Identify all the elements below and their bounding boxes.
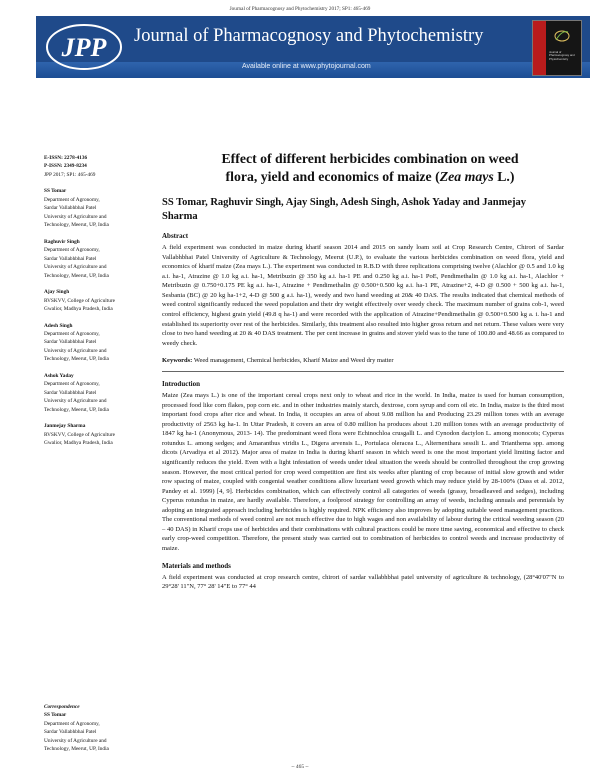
title-line-1: Effect of different herbicides combination on weed (221, 151, 519, 166)
journal-banner (36, 16, 590, 78)
affiliation-block (44, 288, 156, 313)
affiliation-block (44, 422, 156, 447)
affiliation-author-name: Adesh Singh (44, 322, 73, 329)
affiliation-line: Technology, Meerut, UP, India (44, 272, 109, 279)
keywords-text: Weed management, Chemical herbicides, Kharif Maize and Weed dry matter (192, 357, 394, 365)
cover-title: Journal of Pharmacognosy and Phytochemistry (549, 50, 575, 61)
cover-leaf-icon (553, 29, 571, 43)
correspondence-name: SS Tomar (44, 712, 67, 719)
title-line-2 (176, 168, 564, 186)
affiliation-line: University of Agriculture and (44, 264, 107, 271)
cover-stripe (533, 21, 546, 75)
affiliation-block (44, 238, 156, 280)
svg-text:JPP: JPP (61, 33, 107, 62)
affiliation-line: Sardar Vallabhbhai Patel (44, 389, 97, 396)
page-number: ~ 465 ~ (291, 764, 309, 770)
affiliation-author-name: Ajay Singh (44, 289, 70, 296)
issn-block (44, 154, 156, 179)
affiliation-line: Department of Agronomy, (44, 247, 100, 254)
article-main (162, 150, 564, 592)
pissn: P-ISSN: 2349-8234 (44, 163, 87, 170)
jpp-issue: JPP 2017; SP1: 465-469 (44, 171, 96, 178)
abstract-heading: Abstract (162, 232, 189, 241)
sidebar (44, 84, 156, 456)
title-line-2-text: flora, yield and economics of maize ( (225, 168, 440, 184)
affiliation-line: Technology, Meerut, UP, India (44, 406, 109, 413)
journal-cover-thumbnail (532, 20, 582, 76)
running-head: Journal of Pharmacognosy and Phytochemistry 2017; SP1: 465-469 (229, 6, 371, 12)
correspondence-label: Correspondence (44, 704, 80, 710)
affiliation-line: Sardar Vallabhbhai Patel (44, 339, 97, 346)
correspondence-line: University of Agriculture and (44, 737, 107, 744)
correspondence-line: Technology, Meerut, UP, India (44, 746, 109, 753)
affiliation-author-name: Janmejay Sharma (44, 423, 86, 430)
affiliation-block (44, 322, 156, 364)
jpp-logo-icon (44, 21, 124, 73)
divider (162, 371, 564, 372)
affiliation-line: Department of Agronomy, (44, 196, 100, 203)
available-online: Available online at www.phytojournal.com (242, 63, 371, 70)
title-end: L.) (493, 168, 515, 184)
eissn: E-ISSN: 2278-4136 (44, 155, 88, 161)
affiliation-author-name: Raghuvir Singh (44, 238, 80, 245)
affiliation-list (44, 187, 156, 447)
authors: SS Tomar, Raghuvir Singh, Ajay Singh, Adesh Singh, Ashok Yaday and Janmejay Sharma (162, 196, 527, 223)
introduction-text: Maize (Zea mays L.) is one of the important cereal crops next only to wheat and rice in the world. In India, maize is used for human consumption, processed food like corn flakes, pop corn etc. and in other industries mainly starch, dextrose, corn syrup and corn oil etc. In India, maize is the third most important food crops after rice and wheat. In India, it occupies an area of about 9.08 million ha and Producing 23.29 million tones with an average productivity of 2563 kg ha-1. In Uttar Pradesh, it covers an area of 0.80 million ha produces about 1.20 million tones with an average productivity of 1847 kg ha-1 (Anonymous, 2013- 14). The predominant weed flora were Echinochloa crusgalli L. and Cynodon dactylon L. among monocots; Cyperus rotundus L. among sedges; and Amaranthus viridis L., Digera arvensis L., Portulaca oleracea L., Alternenthara sessili L. and Trianthema spp. among dicots (Arvadiya et al 2012). Major area of maize in India is during kharif season in which weed is one the most important yield limiting factor and significantly reduces the yield. Even with a light infestation of weeds under ideal situation the weeds should be controlled throughout the crop growing season. However, the most critical period for crop weed competition are first six weeks after planting of crop because of initial slow growth and wider row spacing of maize, coupled with congenial weather conditions allow luxuriant weed growth which may reduce yield by 28-100% (Dass et al. 2012, Pandey et al. 1999) [4, 9]. Herbicides combination, which can effectively control all categories of weeds (grassy, broadleaved and sedges), including Cyperus rotundus in maize, are hardly available. Therefore, a foolproof strategy for controlling an array of weeds, including annuals and perennials by adopting an integrated approach including herbicides is highly required. NPK efficiency also improves by adopting suitable weed management practices. The conventional methods of weed control are not much effective due to high wages and non availability of labour during the critical weeding season (20 – 40 DAS) in Kharif crops use of herbicides and their combinations with cultural practices could be more time saving, economical and effective to check early crop-weed competition. Therefore, the present study was carried out to combination of herbicides to control weeds and increase productivity of maize. (162, 392, 564, 552)
affiliation-line: Sardar Vallabhbhai Patel (44, 255, 97, 262)
methods-heading: Materials and methods (162, 561, 231, 570)
affiliation-line: University of Agriculture and (44, 213, 107, 220)
affiliation-line: RVSKVV, College of Agriculture (44, 431, 115, 438)
journal-title: Journal of Pharmacognosy and Phytochemistry (134, 26, 484, 46)
affiliation-line: RVSKVV, College of Agriculture (44, 297, 115, 304)
affiliation-line: University of Agriculture and (44, 398, 107, 405)
methods-text: A field experiment was conducted at crop research centre, chirori of sardar vallabhbhai patel university of agriculture & technology, (28°40'07"N to 29°28' 11"N, 77° 28' 14"E to 77° 44 (162, 573, 564, 591)
affiliation-author-name: SS Tomar (44, 188, 67, 195)
affiliation-line: Sardar Vallabhbhai Patel (44, 205, 97, 212)
correspondence-block (44, 703, 156, 754)
affiliation-line: Department of Agronomy, (44, 381, 100, 388)
abstract-text: A field experiment was conducted in maize during kharif season 2014 and 2015 on sandy loam soil at Crop Research Centre, Chirori of Sardar Vallabhbhai Patel University of Agriculture & Technology, Meerut (U.P.), to evaluate the various herbicides combination on weed flora, yield and economics of kharif maize (Zea mays L.). The experiment was conducted in R.B.D with three replications comprising twelve (Alachlor @ 0.5 and 1.0 kg a.i. ha-1, Atrazine @ 1.0 kg a.i. ha-1, Metribuzin @ 350 kg a.i. ha-1 PE and 0.250 kg a.i. ha-1 PoE, Pendimethalin @ 1.0 kg a.i. ha-1, Alachlor + Metribuzin @ 0.750+0.175 PE kg a.i. ha-1, Atrazine + Pendimethalin @ 0.500+0.500 kg a.i. ha-1 PE, Atrazine+2, 4-D @ 0.500 + 500 kg a.i. ha-1, Sesbania (BC) @ 20 kg ha-1+2, 4-D @ 500 g a.i. ha-1), weedy and two hand weeding at 20& 40 DAS. The results indicated that chemical methods of weed control significantly reduced the weed population and their dry weight effectively over weedy check. The maximum number of grains cob-1, weed control efficiency, highest grain yield (49.8 q ha-1) and were recorded with the application of Atrazine+Pendimethalin @ 0.500+0.500 kg a. i. ha-1 and established its superiority over rest of the herbicides. Similarly, this treatment also resulted into higher gross return and net return. These values were very close to two hand weeding at 20 & 40 DAS treatment. The per cent increase in grains and stover yield was to the tune of 100.80 and 48.66 as compared to weedy check. (162, 244, 564, 347)
affiliation-line: Department of Agronomy, (44, 330, 100, 337)
affiliation-line: Gwalior, Madhya Pradesh, India (44, 306, 113, 313)
affiliation-line: Technology, Meerut, UP, India (44, 222, 109, 229)
title-species: Zea mays (439, 168, 494, 184)
correspondence-line: Department of Agronomy, (44, 720, 100, 727)
correspondence-line: Sardar Vallabhbhai Patel (44, 729, 97, 736)
affiliation-line: University of Agriculture and (44, 347, 107, 354)
paper-title (176, 150, 564, 186)
introduction-heading: Introduction (162, 380, 200, 389)
keywords (162, 357, 564, 364)
affiliation-author-name: Ashok Yaday (44, 372, 74, 379)
affiliation-line: Gwalior, Madhya Pradesh, India (44, 440, 113, 447)
affiliation-block (44, 372, 156, 414)
affiliation-block (44, 187, 156, 229)
affiliation-line: Technology, Meerut, UP, India (44, 356, 109, 363)
keywords-label: Keywords: (162, 357, 193, 365)
